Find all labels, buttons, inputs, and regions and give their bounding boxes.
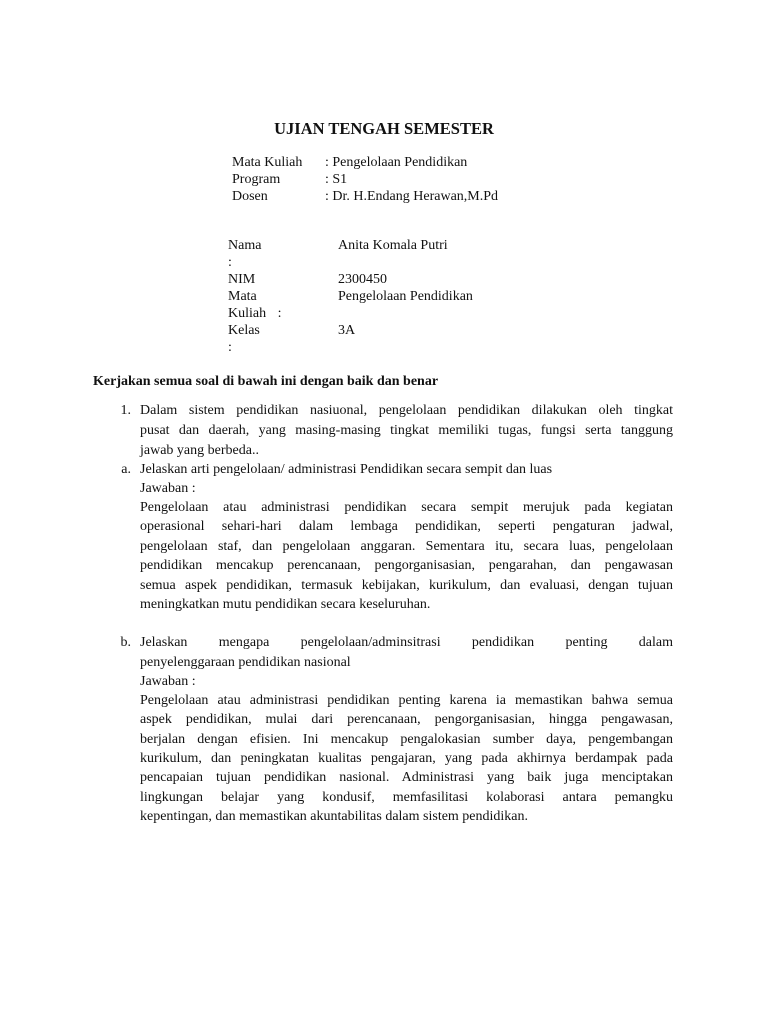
course-info-label: Dosen: [232, 189, 268, 204]
question-line: pusat dan daerah, yang masing-masing tingkat memiliki tugas, fungsi serta tanggung: [140, 423, 673, 438]
question-line: jawab yang berbeda..: [140, 443, 259, 458]
list-marker: a.: [121, 462, 131, 477]
course-info-value: : S1: [325, 172, 348, 187]
list-marker: 1.: [120, 403, 131, 418]
mata-kuliah-label: Mata: [228, 289, 257, 304]
answer-line: lingkungan belajar yang kondusif, memfasilitasi kolaborasi antara pemangku: [140, 790, 673, 805]
course-info-value: : Pengelolaan Pendidikan: [325, 155, 468, 170]
part-b-question: Jelaskan mengapa pengelolaan/adminsitrasi pendidikan penting dalam: [140, 635, 673, 650]
part-a-question: Jelaskan arti pengelolaan/ administrasi Pendidikan secara sempit dan luas: [140, 462, 553, 477]
course-info-label: Mata Kuliah: [232, 155, 303, 170]
kelas-value: 3A: [338, 323, 356, 338]
answer-line: pendidikan mencakup perencanaan, pengorganisasian, pengarahan, dan pengawasan: [140, 558, 673, 573]
answer-line: pengelolaan staf, dan pengelolaan anggaran. Sementara itu, secara luas, pengelolaan: [140, 539, 673, 554]
list-marker: b.: [120, 635, 131, 650]
course-info-value: : Dr. H.Endang Herawan,M.Pd: [325, 189, 499, 204]
answer-line: meningkatkan mutu pendidikan secara keseluruhan.: [140, 597, 431, 612]
kelas-colon: :: [228, 340, 232, 355]
answer-line: pencapaian tujuan pendidikan nasional. Administrasi yang baik juga menciptakan: [140, 770, 673, 785]
answer-label: Jawaban :: [140, 481, 196, 496]
answer-line: Pengelolaan atau administrasi pendidikan secara sempit merujuk pada kegiatan: [140, 500, 673, 515]
answer-line: berjalan dengan efisien. Ini mencakup pengalokasian sumber daya, pengembangan: [140, 732, 673, 747]
answer-line: semua aspek pendidikan, termasuk kebijakan, kurikulum, dan evaluasi, dengan tujuan: [140, 578, 673, 593]
nim-value: 2300450: [338, 272, 387, 287]
mata-kuliah-label-cont: Kuliah :: [228, 306, 282, 321]
nama-value: Anita Komala Putri: [338, 238, 448, 253]
nama-colon: :: [228, 255, 232, 270]
answer-line: operasional sehari-hari dalam lembaga pendidikan, seperti pengaturan jadwal,: [140, 519, 673, 534]
answer-line: aspek pendidikan, mulai dari perencanaan, pengorganisasian, hingga pengawasan,: [140, 712, 673, 727]
answer-line: Pengelolaan atau administrasi pendidikan penting karena ia memastikan bahwa semua: [140, 693, 673, 708]
answer-label: Jawaban :: [140, 674, 196, 689]
instruction-text: Kerjakan semua soal di bawah ini dengan baik dan benar: [93, 374, 439, 389]
kelas-label: Kelas: [228, 323, 260, 338]
document-title: UJIAN TENGAH SEMESTER: [274, 119, 494, 138]
nama-label: Nama: [228, 238, 262, 253]
answer-line: kurikulum, dan peningkatan kualitas pengajaran, yang pada akhirnya berdampak pada: [140, 751, 673, 766]
course-info-label: Program: [232, 172, 281, 187]
answer-line: kepentingan, dan memastikan akuntabilitas dalam sistem pendidikan.: [140, 809, 529, 824]
part-b-question: penyelenggaraan pendidikan nasional: [140, 655, 351, 670]
question-line: Dalam sistem pendidikan nasiuonal, pengelolaan pendidikan dilakukan oleh tingkat: [140, 403, 673, 418]
nim-label: NIM: [228, 272, 256, 287]
mata-kuliah-value: Pengelolaan Pendidikan: [338, 289, 473, 304]
